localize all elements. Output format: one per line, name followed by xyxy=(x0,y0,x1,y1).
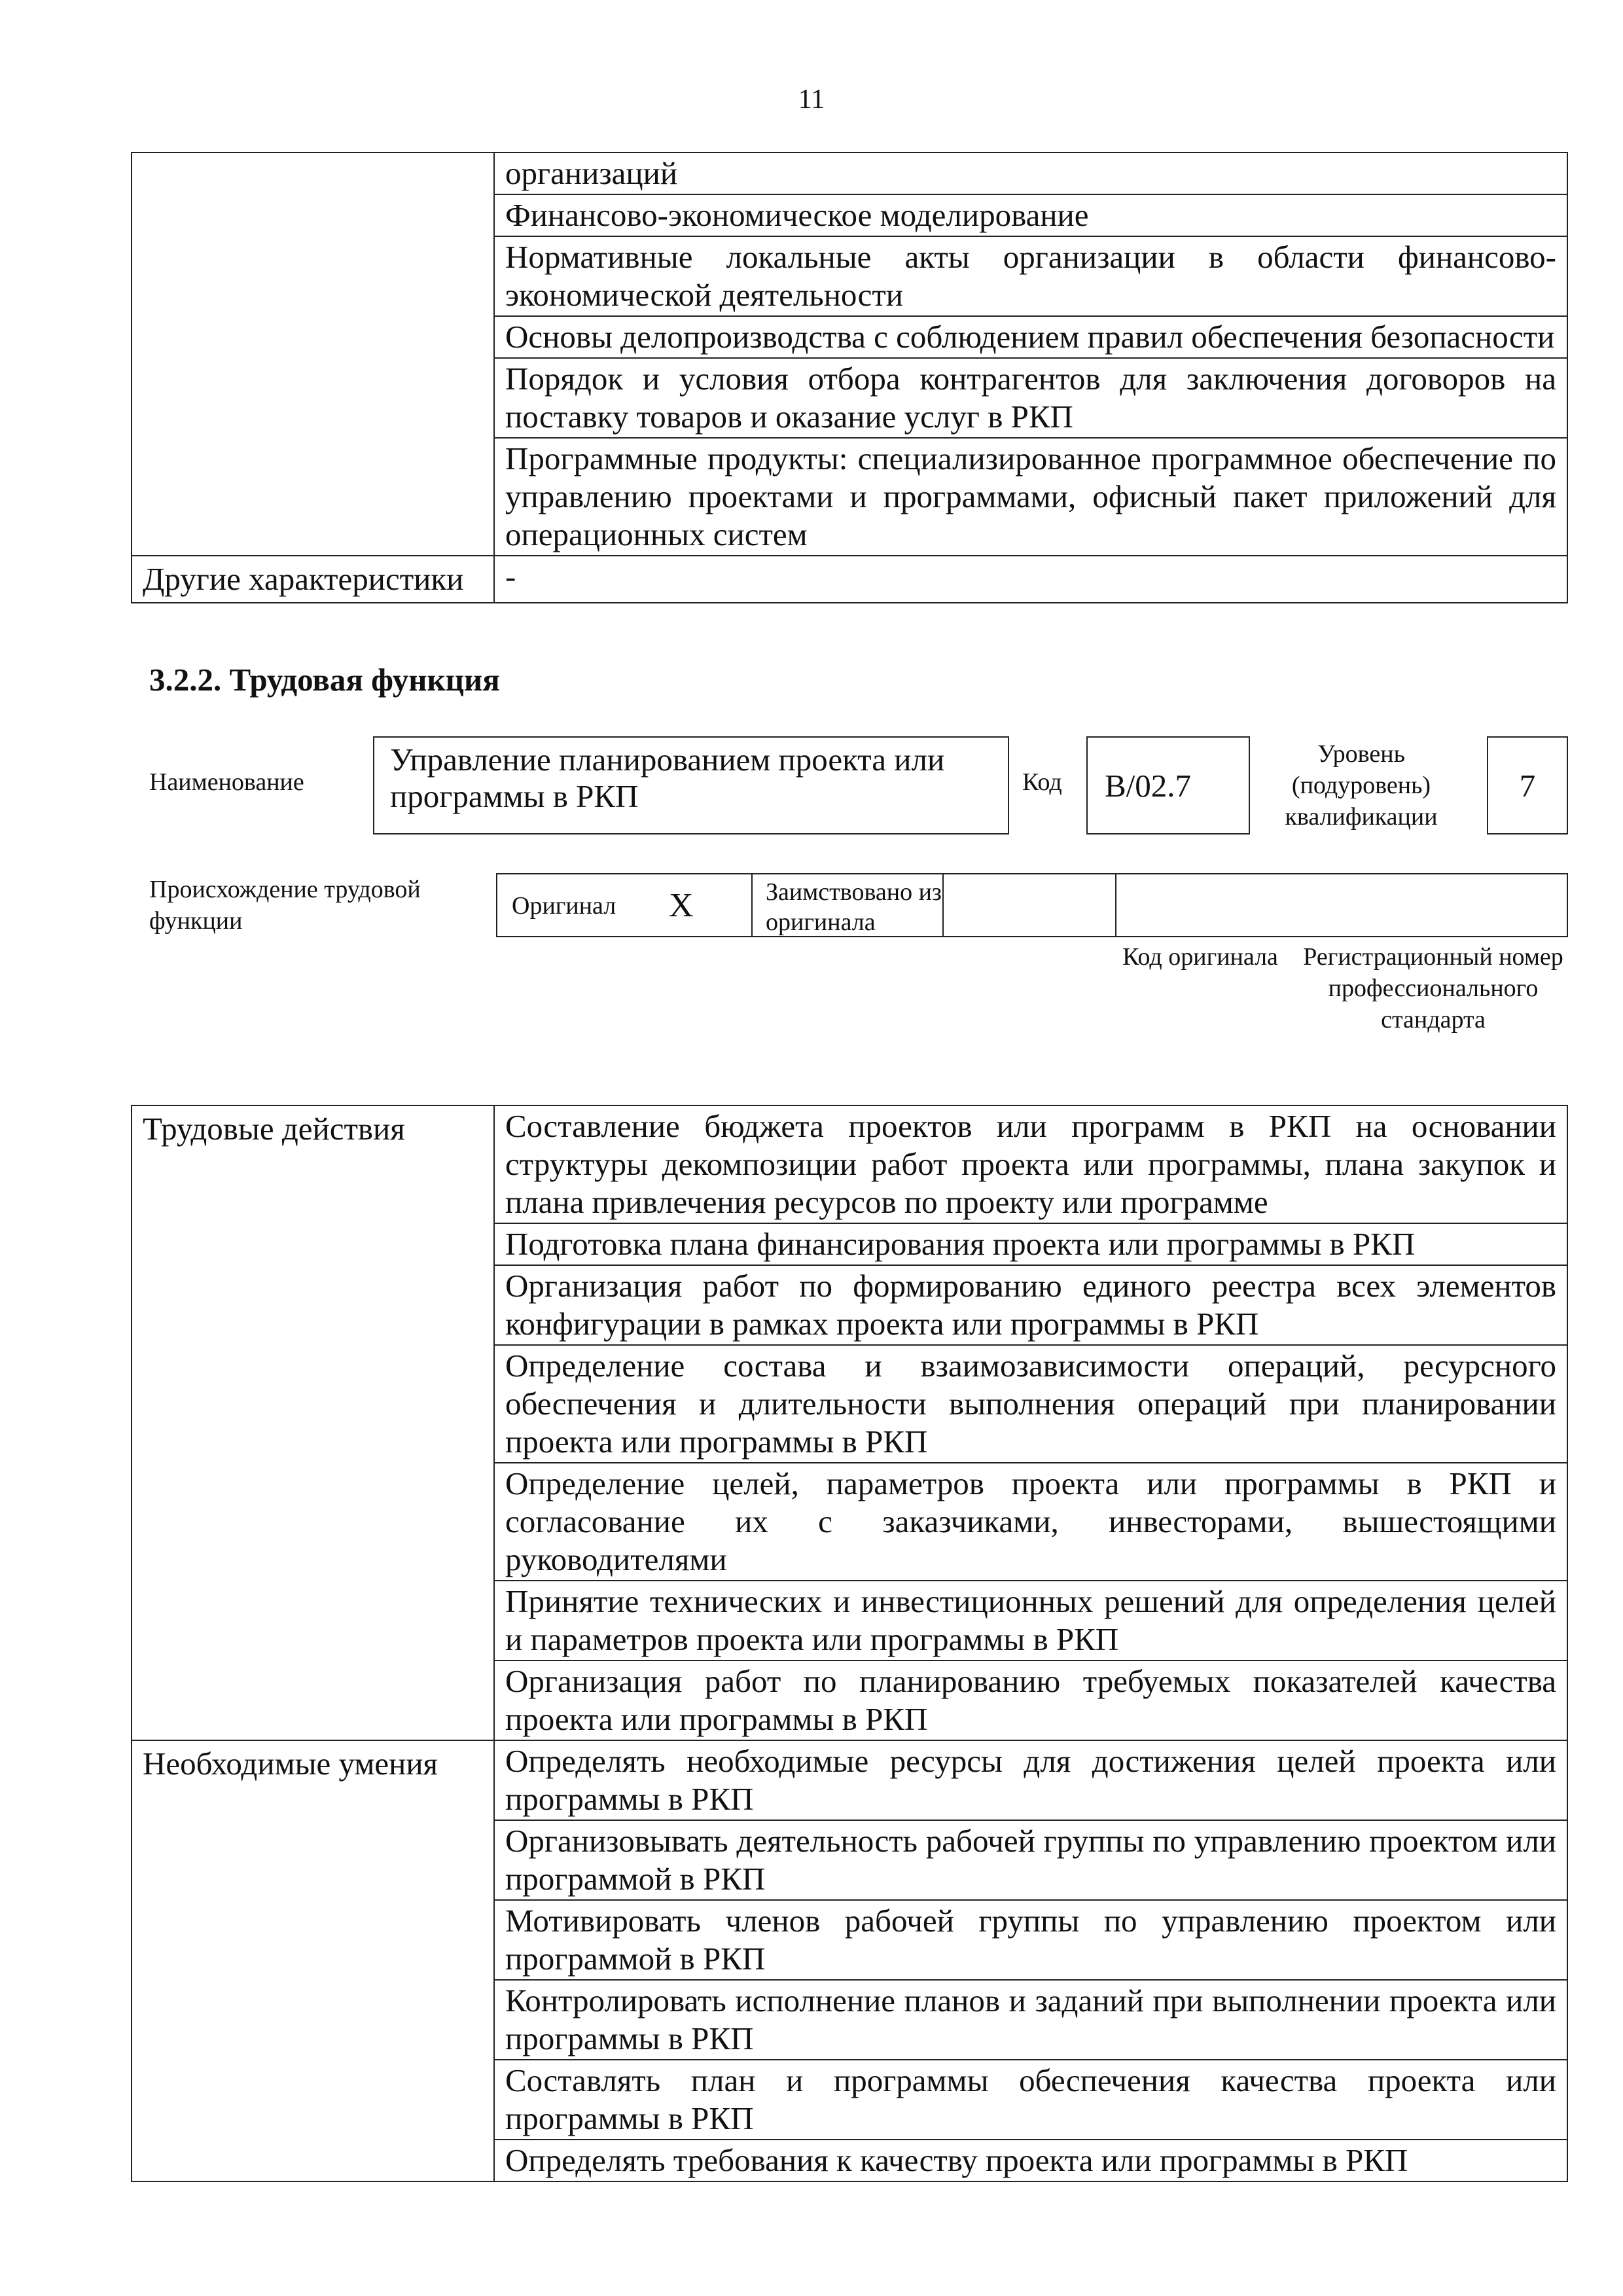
original-code-caption: Код оригинала xyxy=(1122,943,1278,971)
knowledge-item: Нормативные локальные акты организации в области финансово-экономической деятельности xyxy=(494,236,1567,316)
knowledge-item: организаций xyxy=(494,152,1567,194)
other-characteristics-label: Другие характеристики xyxy=(132,556,494,603)
empty-label-cell xyxy=(132,152,494,556)
name-label: Наименование xyxy=(149,768,304,796)
labor-action: Принятие технических и инвестиционных решений для определения целей и параметров проекта или программы в РКП xyxy=(494,1581,1567,1660)
required-skill: Организовывать деятельность рабочей группы по управлению проектом или программой в РКП xyxy=(494,1820,1567,1900)
labor-action: Определение целей, параметров проекта или программы в РКП и согласование их с заказчиками, инвесторами, вышестоящими руководителями xyxy=(494,1463,1567,1581)
required-skills-label: Необходимые умения xyxy=(132,1740,494,2181)
original-label: Оригинал xyxy=(512,892,616,920)
original-code-cell xyxy=(944,874,1116,936)
knowledge-table-continued xyxy=(131,152,1568,603)
registration-number-cell xyxy=(1116,874,1569,936)
required-skill: Определять требования к качеству проекта или программы в РКП xyxy=(494,2140,1567,2181)
labor-action: Организация работ по формированию единого реестра всех элементов конфигурации в рамках проекта или программы в РКП xyxy=(494,1265,1567,1345)
borrowed-label: Заимствовано из оригинала xyxy=(766,878,942,936)
knowledge-item: Основы делопроизводства с соблюдением правил обеспечения безопасности xyxy=(494,316,1567,358)
knowledge-item: Порядок и условия отбора контрагентов для заключения договоров на поставку товаров и оказание услуг в РКП xyxy=(494,358,1567,438)
table-row xyxy=(132,1740,1567,1820)
section-heading: 3.2.2. Трудовая функция xyxy=(149,662,500,698)
original-mark: X xyxy=(669,887,694,924)
required-skill: Определять необходимые ресурсы для достижения целей проекта или программы в РКП xyxy=(494,1740,1567,1820)
required-skill: Контролировать исполнение планов и заданий при выполнении проекта или программы в РКП xyxy=(494,1980,1567,2060)
level-box xyxy=(1487,736,1568,834)
borrowed-cell xyxy=(753,874,944,936)
required-skill: Составлять план и программы обеспечения качества проекта или программы в РКП xyxy=(494,2060,1567,2140)
labor-action: Подготовка плана финансирования проекта или программы в РКП xyxy=(494,1223,1567,1265)
required-skill: Мотивировать членов рабочей группы по управлению проектом или программой в РКП xyxy=(494,1900,1567,1980)
level-value: 7 xyxy=(1519,767,1536,804)
function-name: Управление планированием проекта или программы в РКП xyxy=(390,742,945,814)
origin-row xyxy=(496,873,1568,937)
knowledge-item: Финансово-экономическое моделирование xyxy=(494,194,1567,236)
labor-action: Организация работ по планированию требуемых показателей качества проекта или программы в РКП xyxy=(494,1660,1567,1740)
code-value: B/02.7 xyxy=(1105,767,1192,804)
origin-label: Происхождение трудовой функции xyxy=(149,876,421,935)
table-row xyxy=(132,1105,1567,1223)
page-number: 11 xyxy=(798,84,825,115)
registration-number-caption: Регистрационный номер профессионального стандарта xyxy=(1303,943,1563,1033)
other-characteristics-value: - xyxy=(494,556,1567,603)
labor-action: Составление бюджета проектов или программ в РКП на основании структуры декомпозиции работ проекта или программы, плана закупок и плана привлечения ресурсов по проекту или программе xyxy=(494,1105,1567,1223)
function-name-box xyxy=(373,736,1009,834)
labor-action: Определение состава и взаимозависимости операций, ресурсного обеспечения и длительности выполнения операций при планировании проекта или программы в РКП xyxy=(494,1345,1567,1463)
code-box xyxy=(1086,736,1250,834)
table-row xyxy=(132,556,1567,603)
original-cell xyxy=(497,874,753,936)
labor-function-table xyxy=(131,1105,1568,2182)
table-row xyxy=(132,152,1567,194)
knowledge-item: Программные продукты: специализированное программное обеспечение по управлению проектами и программами, офисный пакет приложений для операционных систем xyxy=(494,438,1567,556)
code-label: Код xyxy=(1022,768,1062,796)
level-label: Уровень (подуровень) квалификации xyxy=(1285,740,1438,831)
labor-actions-label: Трудовые действия xyxy=(132,1105,494,1740)
